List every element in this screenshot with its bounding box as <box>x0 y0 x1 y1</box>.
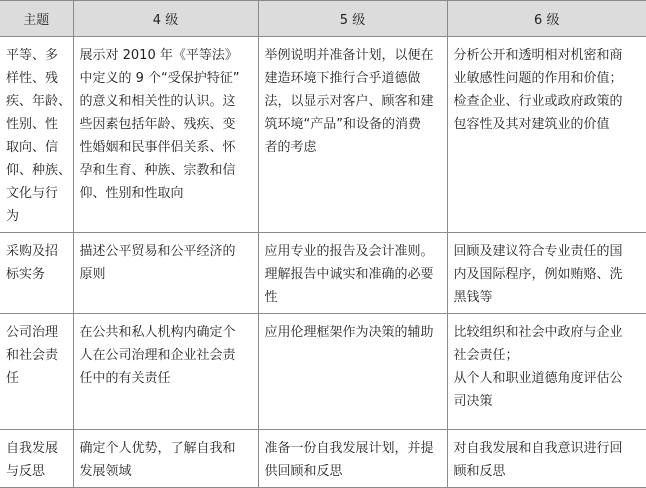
cell-line: 任 <box>6 371 20 386</box>
cell-line: 内及国际程序，例如贿赂、洗 <box>453 267 623 282</box>
cell-line: 自我发展 <box>6 441 59 456</box>
cell-line: 黑钱等 <box>453 290 493 305</box>
header-level-5: 5 级 <box>258 1 447 37</box>
cell-line: 的意义和相关性的认识。这 <box>79 94 236 109</box>
cell-line: 应用伦理框架作为决策的辅助 <box>264 325 434 340</box>
header-topic: 主题 <box>0 1 73 37</box>
cell-line: 为 <box>6 209 20 224</box>
cell-line: 性婚姻和民事伴侣关系、怀 <box>79 140 236 155</box>
cell-line: 比较组织和社会中政府与企业 <box>453 325 623 340</box>
table-row <box>0 37 646 233</box>
cell-line: 描述公平贸易和公平经济的 <box>79 244 236 259</box>
level-4-cell <box>73 430 258 488</box>
cell-line: 举例说明并准备计划，以便在 <box>264 48 434 63</box>
header-level-4: 4 级 <box>73 1 258 37</box>
table-row <box>0 233 646 314</box>
cell-line: 确定个人优势，了解自我和 <box>79 441 236 456</box>
level-4-cell <box>73 233 258 314</box>
level-5-cell <box>258 314 447 430</box>
cell-line: 司决策 <box>453 394 493 409</box>
cell-line: 标实务 <box>6 267 46 282</box>
cell-line: 仰、种族、 <box>6 163 72 178</box>
cell-line: 分析公开和透明相对机密和商 <box>453 48 623 63</box>
table-row <box>0 430 646 488</box>
cell-line: 检查企业、行业或政府政策的 <box>453 94 623 109</box>
cell-line: 和社会责 <box>6 348 59 363</box>
level-4-cell <box>73 37 258 233</box>
level-4-cell <box>73 314 258 430</box>
level-6-cell <box>447 233 646 314</box>
cell-line: 孕和生育、种族、宗教和信 <box>79 163 236 178</box>
cell-line: 筑环境“产品”和设备的消费 <box>264 117 421 132</box>
cell-line: 展示对 2010 年《平等法》 <box>79 48 238 63</box>
cell-line: 疾、年龄、 <box>6 94 72 109</box>
cell-line: 样性、残 <box>6 71 59 86</box>
cell-line: 些因素包括年龄、残疾、变 <box>79 117 236 132</box>
cell-line: 准备一份自我发展计划，并提 <box>264 441 434 456</box>
cell-line: 建造环境下推行合乎道德做 <box>264 71 421 86</box>
level-5-cell <box>258 233 447 314</box>
cell-line: 顾和反思 <box>453 464 506 479</box>
header-row <box>0 1 646 37</box>
cell-line: 中定义的 9 个“受保护特征” <box>79 71 240 86</box>
topic-cell <box>0 37 73 233</box>
cell-line: 仰、性别和性取向 <box>79 186 184 201</box>
cell-line: 从个人和职业道德角度评估公 <box>453 371 623 386</box>
topic-cell <box>0 233 73 314</box>
level-6-cell <box>447 314 646 430</box>
cell-line: 包容性及其对建筑业的价值 <box>453 117 610 132</box>
cell-line: 与反思 <box>6 464 46 479</box>
cell-line: 法，以显示对客户、顾客和建 <box>264 94 434 109</box>
cell-line: 回顾及建议符合专业责任的国 <box>453 244 623 259</box>
cell-line: 供回顾和反思 <box>264 464 343 479</box>
header-level-6: 6 级 <box>447 1 646 37</box>
cell-line: 理解报告中诚实和准确的必要 <box>264 267 434 282</box>
topic-cell <box>0 314 73 430</box>
table-row <box>0 314 646 430</box>
cell-line: 公司治理 <box>6 325 59 340</box>
cell-line: 取向、信 <box>6 140 59 155</box>
cell-line: 应用专业的报告及会计准则。 <box>264 244 434 259</box>
cell-line: 文化与行 <box>6 186 59 201</box>
level-5-cell <box>258 37 447 233</box>
cell-line: 平等、多 <box>6 48 59 63</box>
cell-line: 业敏感性问题的作用和价值； <box>453 71 623 86</box>
cell-line: 性别、性 <box>6 117 59 132</box>
cell-line: 任中的有关责任 <box>79 371 171 386</box>
cell-line: 者的考虑 <box>264 140 317 155</box>
level-6-cell <box>447 37 646 233</box>
topic-cell <box>0 430 73 488</box>
cell-line: 性 <box>264 290 278 305</box>
cell-line: 采购及招 <box>6 244 59 259</box>
cell-line: 原则 <box>79 267 106 282</box>
cell-line: 在公共和私人机构内确定个 <box>79 325 236 340</box>
cell-line: 社会责任； <box>453 348 519 363</box>
level-5-cell <box>258 430 447 488</box>
cell-line: 对自我发展和自我意识进行回 <box>453 441 623 456</box>
cell-line: 人在公司治理和企业社会责 <box>79 348 236 363</box>
level-6-cell <box>447 430 646 488</box>
cell-line: 发展领域 <box>79 464 132 479</box>
